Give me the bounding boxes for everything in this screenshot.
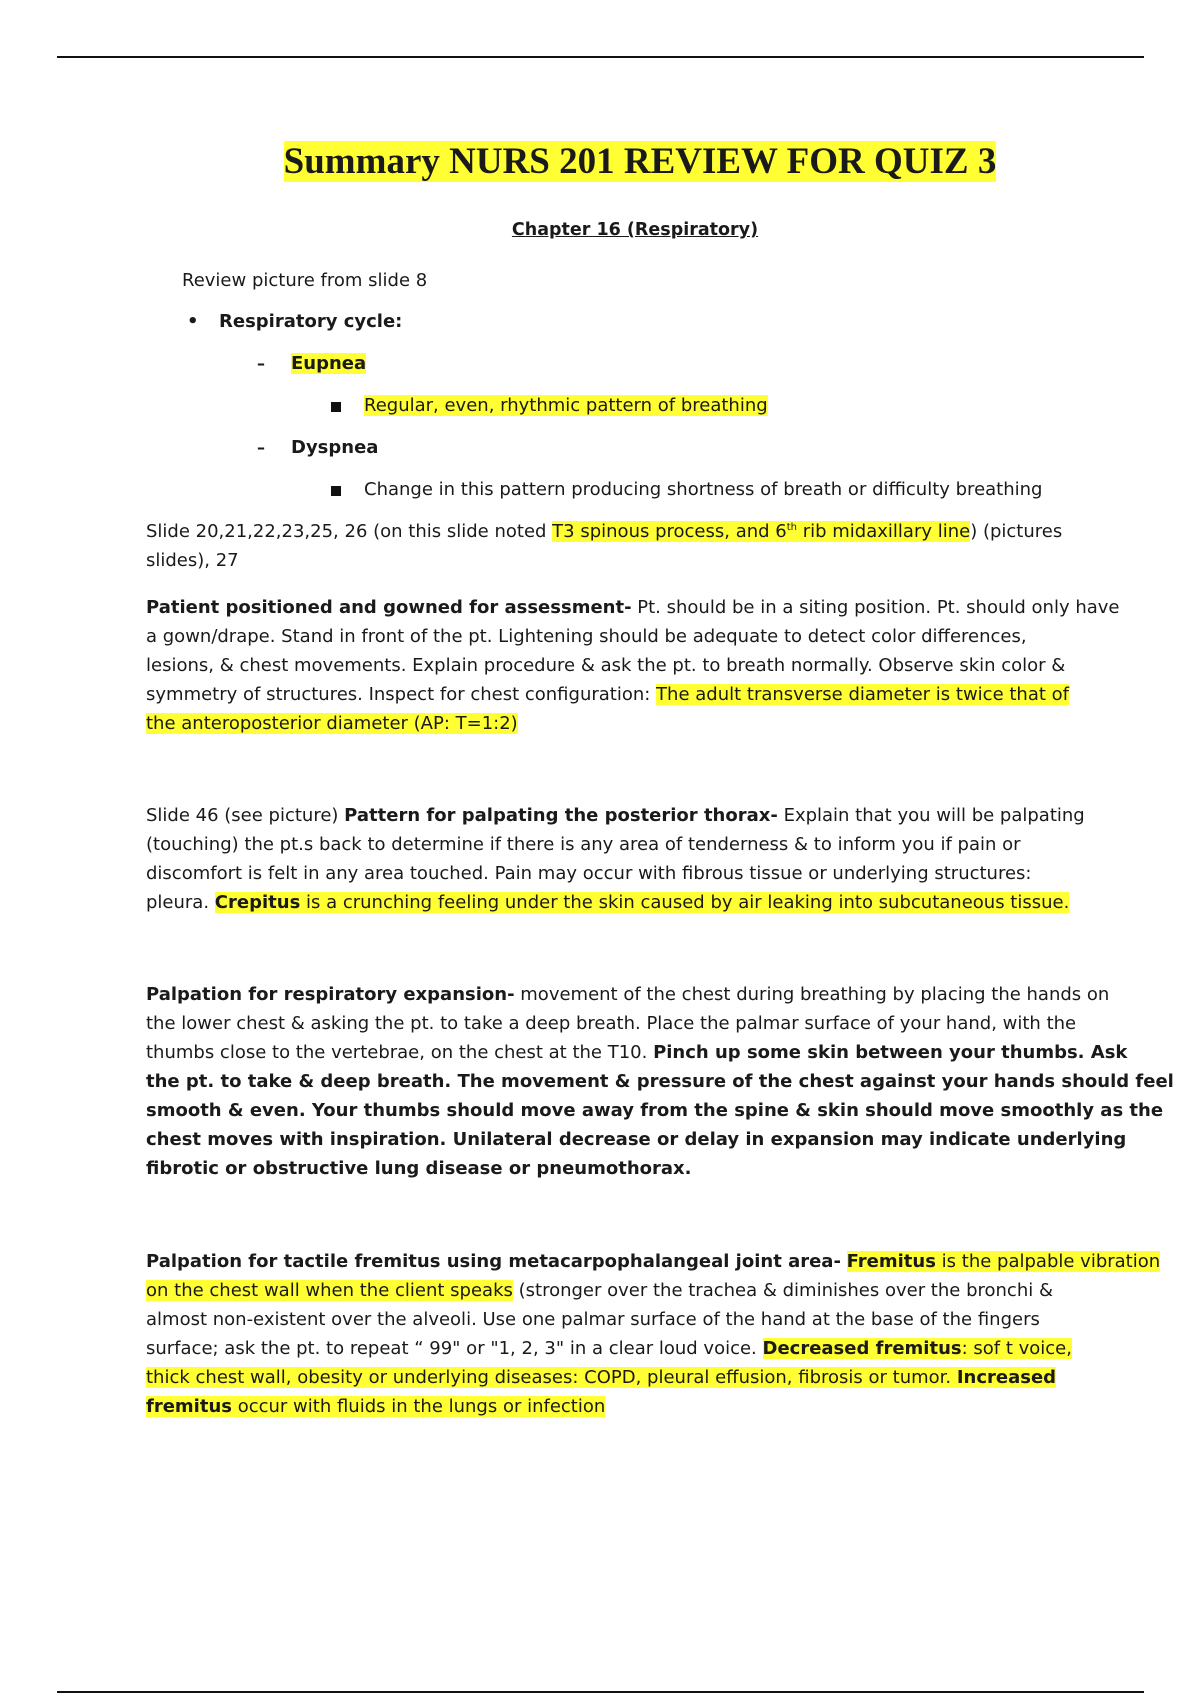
respiratory-cycle-label: Respiratory cycle: [219,311,403,332]
slides-line-2: slides), 27 [146,550,239,571]
slides-paragraph [146,517,1086,575]
document-title [0,140,1200,184]
bottom-rule [57,1691,1144,1693]
expansion-paragraph [146,980,1174,1183]
palpating-slide-ref: Slide 46 (see picture) [146,805,345,826]
positioned-heading: Patient positioned and gowned for assessment- [146,597,632,618]
crepitus-term: Crepitus [214,892,301,913]
fremitus-term: Fremitus [846,1251,936,1272]
palpating-line-2: (touching) the pt.s back to determine if there is any area of tenderness & to inform you if pain or [146,834,1021,855]
slides-hl-text: T3 spinous process, and 6 [552,521,787,542]
expansion-line-1: movement of the chest during breathing by placing the hands on [514,984,1110,1005]
fremitus-highlight-1 [847,1251,1161,1272]
palpating-line-3: discomfort is felt in any area touched. Pain may occur with fibrous tissue or underlying structures: [146,863,1032,884]
positioned-line-3: lesions, & chest movements. Explain procedure & ask the pt. to breath normally. Observe skin color & [146,655,1066,676]
eupnea-label: Eupnea [291,353,367,374]
expansion-line-4: the pt. to take & deep breath. The movement & pressure of the chest against your hands should feel [146,1071,1174,1092]
slides-highlight-1 [552,521,797,542]
fremitus-line-5: thick chest wall, obesity or underlying diseases: COPD, pleural effusion, fibrosis or tumor. [146,1367,957,1388]
positioned-highlight-2: the anteroposterior diameter (AP: T=1:2) [146,713,518,734]
palpating-line-4: pleura. [146,892,215,913]
positioned-paragraph [146,593,1120,738]
increased-fremitus-term: fremitus [146,1396,232,1417]
square-bullet-icon [331,402,341,412]
decreased-fremitus-text: : sof t voice, [961,1338,1072,1359]
palpating-heading: Pattern for palpating the posterior thorax- [344,805,778,826]
slides-text: Slide 20,21,22,23,25, 26 (on this slide noted [146,521,553,542]
fremitus-definition-1: is the palpable vibration [935,1251,1161,1272]
slides-sup: th [786,522,797,533]
palpating-line-1: Explain that you will be palpating [777,805,1085,826]
increased-fremitus-text: occur with fluids in the lungs or infection [231,1396,606,1417]
expansion-line-6: chest moves with inspiration. Unilateral decrease or delay in expansion may indicate underlying [146,1129,1127,1150]
review-line: Review picture from slide 8 [182,270,428,291]
dyspnea-item [257,436,379,460]
eupnea-item [257,352,367,376]
fremitus-paragraph [146,1247,1161,1421]
eupnea-description [364,394,768,418]
expansion-line-2: the lower chest & asking the pt. to take a deep breath. Place the palmar surface of your hand, with the [146,1013,1077,1034]
positioned-line-4: symmetry of structures. Inspect for chest configuration: [146,684,657,705]
positioned-highlight: The adult transverse diameter is twice that of [656,684,1069,705]
slides-highlight-2: rib midaxillary line [797,521,971,542]
dyspnea-description [364,478,1042,502]
decreased-fremitus-highlight [763,1338,1072,1359]
decreased-fremitus-term: Decreased fremitus [762,1338,962,1359]
top-rule [57,56,1144,58]
dash-icon: – [257,354,265,373]
crepitus-definition: is a crunching feeling under the skin caused by air leaking into subcutaneous tissue. [300,892,1070,913]
increased-term: Increased [956,1367,1057,1388]
fremitus-line-2: (stronger over the trachea & diminishes over the bronchi & [512,1280,1053,1301]
respiratory-cycle-item [187,310,403,334]
crepitus-highlight [215,892,1070,913]
square-bullet-icon [331,486,341,496]
fremitus-definition-2: on the chest wall when the client speaks [146,1280,513,1301]
expansion-line-7: fibrotic or obstructive lung disease or pneumothorax. [146,1158,692,1179]
expansion-line-5: smooth & even. Your thumbs should move away from the spine & skin should move smoothly as the [146,1100,1164,1121]
positioned-line-2: a gown/drape. Stand in front of the pt. Lightening should be adequate to detect color differences, [146,626,1027,647]
fremitus-line-4: surface; ask the pt. to repeat “ 99" or "1, 2, 3" in a clear loud voice. [146,1338,763,1359]
expansion-bold-1: Pinch up some skin between your thumbs. Ask [653,1042,1128,1063]
title-text: Summary NURS 201 REVIEW FOR QUIZ 3 [283,141,997,182]
positioned-line-1: Pt. should be in a siting position. Pt. should only have [631,597,1120,618]
eupnea-text: Regular, even, rhythmic pattern of breathing [364,395,768,416]
slides-text-end: ) (pictures [970,521,1063,542]
dash-icon: – [257,438,265,457]
dyspnea-label: Dyspnea [291,437,379,458]
fremitus-highlight-5 [146,1367,1056,1388]
fremitus-highlight-6 [146,1396,605,1417]
chapter-heading: Chapter 16 (Respiratory) [511,220,759,240]
fremitus-heading: Palpation for tactile fremitus using metacarpophalangeal joint area- [146,1251,841,1272]
palpating-paragraph [146,801,1086,917]
fremitus-line-3: almost non-existent over the alveoli. Use one palmar surface of the hand at the base of the fingers [146,1309,1040,1330]
dyspnea-text: Change in this pattern producing shortness of breath or difficulty breathing [364,479,1043,500]
expansion-heading: Palpation for respiratory expansion- [146,984,515,1005]
bullet-dot-icon: • [187,311,199,332]
expansion-line-3: thumbs close to the vertebrae, on the chest at the T10. [146,1042,654,1063]
